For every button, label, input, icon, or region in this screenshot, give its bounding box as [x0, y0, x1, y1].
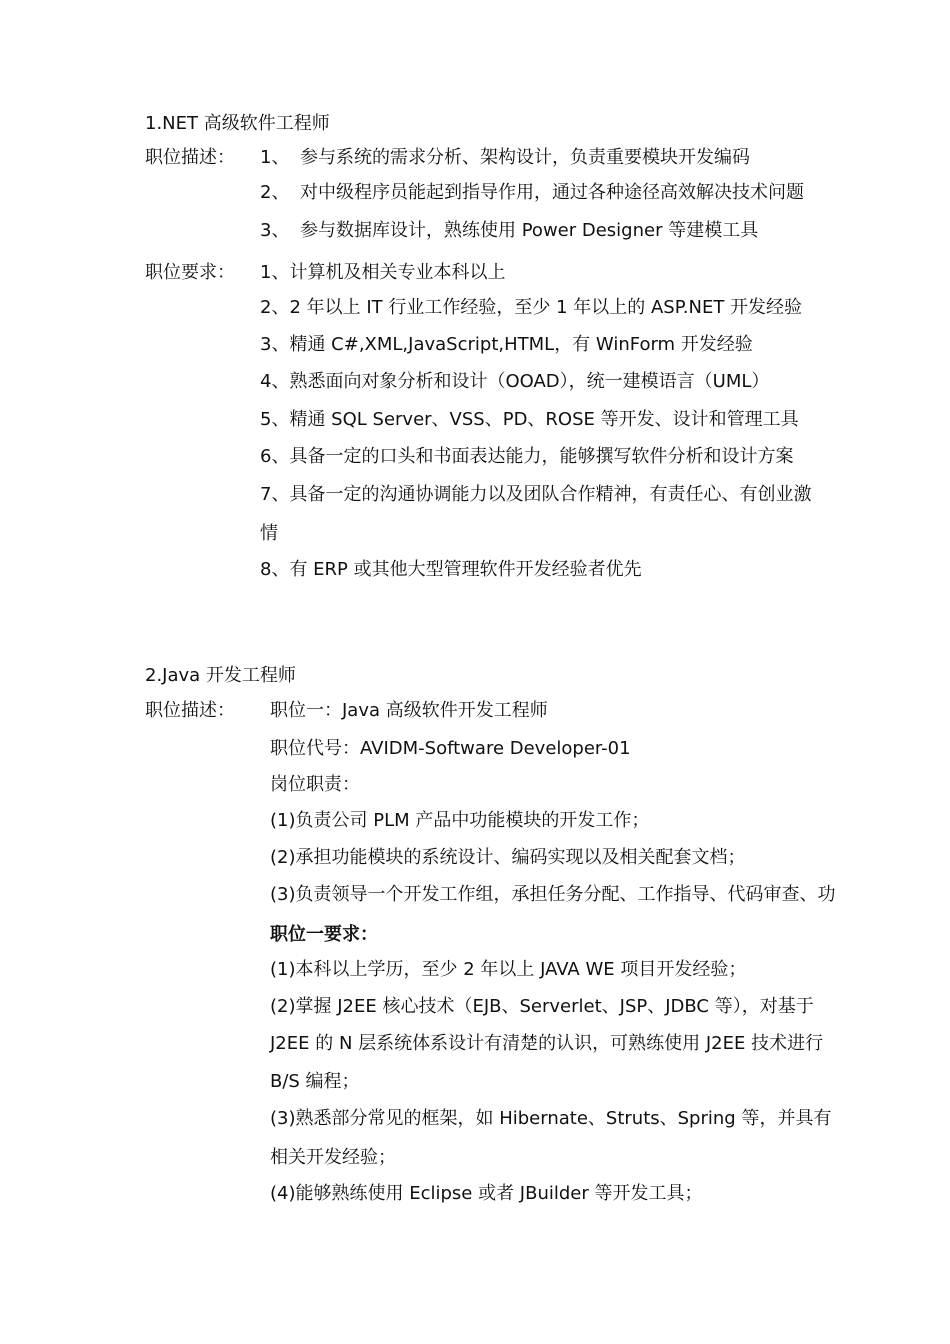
section-2-line: (3)负责领导一个开发工作组，承担任务分配、工作指导、代码审查、功 [270, 884, 836, 905]
section-2-req-heading: 职位一要求： [270, 924, 378, 945]
section-1-req-item: 2、2 年以上 IT 行业工作经验，至少 1 年以上的 ASP.NET 开发经验 [260, 297, 803, 318]
section-2-desc-label: 职位描述： [145, 700, 235, 721]
section-2-title: 2.Java 开发工程师 [145, 665, 296, 686]
section-2-line: 职位一：Java 高级软件开发工程师 [270, 700, 548, 721]
section-2-req-line: (3)熟悉部分常见的框架，如 Hibernate、Struts、Spring 等，并具有 [270, 1108, 832, 1129]
section-2-line: 职位代号：AVIDM-Software Developer-01 [270, 738, 631, 759]
section-1-req-item: 7、具备一定的沟通协调能力以及团队合作精神，有责任心、有创业激 [260, 484, 812, 505]
section-1-req-item: 8、有 ERP 或其他大型管理软件开发经验者优先 [260, 559, 642, 580]
item-text: 参与系统的需求分析、架构设计，负责重要模块开发编码 [300, 147, 750, 168]
section-2-req-line: 相关开发经验； [270, 1147, 396, 1168]
section-2-line: (2)承担功能模块的系统设计、编码实现以及相关配套文档； [270, 847, 746, 868]
section-1-desc-item [260, 181, 804, 205]
item-number: 3、 [260, 220, 290, 241]
section-1-req-label: 职位要求： [145, 262, 235, 283]
section-1-req-item: 4、熟悉面向对象分析和设计（OOAD），统一建模语言（UML） [260, 371, 770, 392]
section-1-req-item: 3、精通 C#,XML,JavaScript,HTML，有 WinForm 开发经验 [260, 334, 753, 355]
section-2-req-line: (1)本科以上学历，至少 2 年以上 JAVA WE 项目开发经验； [270, 959, 747, 980]
section-2-req-line: B/S 编程； [270, 1071, 360, 1092]
item-number: 1、 [260, 147, 290, 168]
item-text: 参与数据库设计，熟练使用 Power Designer 等建模工具 [300, 220, 759, 241]
section-2-req-line: (4)能够熟练使用 Eclipse 或者 JBuilder 等开发工具； [270, 1183, 703, 1204]
section-1-req-item: 6、具备一定的口头和书面表达能力，能够撰写软件分析和设计方案 [260, 446, 794, 467]
section-2-req-line: J2EE 的 N 层系统体系设计有清楚的认识，可熟练使用 J2EE 技术进行 [270, 1033, 824, 1054]
section-1-req-item: 5、精通 SQL Server、VSS、PD、ROSE 等开发、设计和管理工具 [260, 409, 799, 430]
section-1-desc-item [260, 219, 758, 243]
section-1-desc-label: 职位描述： [145, 147, 235, 168]
section-1-desc-item [260, 146, 750, 170]
item-number: 2、 [260, 182, 290, 203]
section-2-line: (1)负责公司 PLM 产品中功能模块的开发工作； [270, 810, 650, 831]
section-1-title: 1.NET 高级软件工程师 [145, 113, 330, 134]
item-text: 对中级程序员能起到指导作用，通过各种途径高效解决技术问题 [300, 182, 804, 203]
section-1-req-item: 1、计算机及相关专业本科以上 [260, 262, 506, 283]
section-2-req-line: (2)掌握 J2EE 核心技术（EJB、Serverlet、JSP、JDBC 等），对基于 [270, 996, 814, 1017]
section-2-line: 岗位职责： [270, 774, 360, 795]
section-1-req-item: 情 [260, 523, 278, 544]
